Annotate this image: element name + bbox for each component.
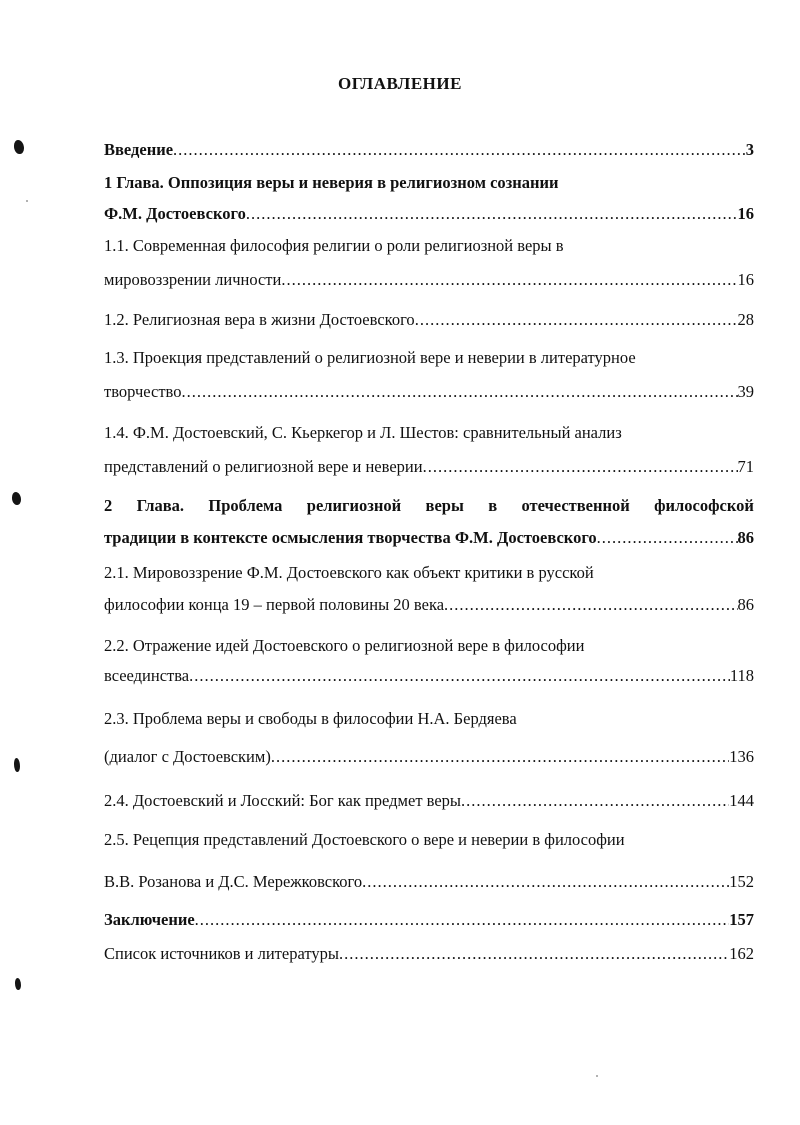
page-number: 16 — [737, 270, 754, 289]
page-number: 71 — [737, 457, 754, 476]
leader-dots — [195, 908, 730, 932]
page-number: 136 — [729, 747, 754, 766]
toc-section-2-1 — [104, 593, 754, 617]
page-number: 28 — [737, 310, 754, 329]
toc-section-2-5-title: 2.5. Рецепция представлений Достоевского о вере и неверии в философии — [104, 830, 625, 849]
toc-title: ОГЛАВЛЕНИЕ — [338, 74, 462, 93]
toc-chapter-2-title — [104, 494, 754, 518]
page-number: 3 — [745, 140, 754, 159]
entry-text: философии конца 19 – первой половины 20 века — [104, 595, 445, 614]
toc-section-1-4-title: 1.4. Ф.М. Достоевский, С. Кьеркегор и Л. Шестов: сравнительный анализ — [104, 423, 622, 442]
entry-text: Введение — [104, 140, 174, 159]
entry-text: традиции в контексте осмысления творчества Ф.М. Достоевского — [104, 528, 597, 547]
entry-text: (диалог с Достоевским) — [104, 747, 271, 766]
page-number: 118 — [729, 666, 754, 685]
entry-text: Заключение — [104, 910, 195, 929]
scan-artifact-mark — [15, 978, 21, 990]
page-number: 16 — [737, 204, 754, 223]
leader-dots — [181, 380, 737, 404]
leader-dots — [271, 745, 729, 769]
leader-dots — [246, 202, 738, 226]
scan-artifact-mark — [14, 758, 20, 772]
toc-section-1-1 — [104, 268, 754, 292]
entry-text: мировоззрении личности — [104, 270, 282, 289]
page-number: 162 — [729, 944, 754, 963]
toc-section-1-1-title: 1.1. Современная философия религии о роли религиозной веры в — [104, 236, 564, 255]
title-word: Глава. — [136, 496, 185, 515]
page-number: 157 — [729, 910, 754, 929]
title-word: Проблема — [208, 496, 283, 515]
scan-speck — [596, 1075, 598, 1077]
leader-dots — [597, 526, 738, 550]
toc-chapter-1 — [104, 202, 754, 226]
entry-text: представлений о религиозной вере и неверии — [104, 457, 423, 476]
leader-dots — [444, 593, 737, 617]
toc-section-1-3 — [104, 380, 754, 404]
leader-dots — [339, 942, 729, 966]
toc-section-2-3 — [104, 745, 754, 769]
title-word: 2 — [104, 496, 113, 515]
toc-section-2-3-title: 2.3. Проблема веры и свободы в философии Н.А. Бердяева — [104, 709, 517, 728]
toc-section-1-3-title: 1.3. Проекция представлений о религиозной вере и неверии в литературное — [104, 348, 636, 367]
title-word: философской — [654, 496, 754, 515]
scan-artifact-mark — [12, 492, 21, 505]
scan-artifact-mark — [14, 140, 24, 154]
leader-dots — [423, 455, 738, 479]
toc-section-2-2 — [104, 664, 754, 688]
toc-chapter-1-title: 1 Глава. Оппозиция веры и неверия в религиозном сознании — [104, 173, 559, 192]
entry-text: В.В. Розанова и Д.С. Мережковского — [104, 872, 363, 891]
toc-entry-intro — [104, 138, 754, 162]
title-word: в — [488, 496, 498, 515]
toc-section-2-5 — [104, 870, 754, 894]
page-number: 86 — [737, 595, 754, 614]
toc-section-2-1-title: 2.1. Мировоззрение Ф.М. Достоевского как объект критики в русской — [104, 563, 594, 582]
entry-text: творчество — [104, 382, 182, 401]
toc-section-2-4 — [104, 789, 754, 813]
leader-dots — [173, 138, 746, 162]
scan-speck — [26, 200, 28, 202]
entry-text: всеединства — [104, 666, 190, 685]
toc-section-2-2-title: 2.2. Отражение идей Достоевского о религиозной вере в философии — [104, 636, 585, 655]
title-word: веры — [425, 496, 464, 515]
toc-section-1-2 — [104, 308, 754, 332]
leader-dots — [415, 308, 738, 332]
entry-text: Список источников и литературы — [104, 944, 339, 963]
entry-text: Ф.М. Достоевского — [104, 204, 246, 223]
title-word: религиозной — [306, 496, 402, 515]
leader-dots — [461, 789, 729, 813]
toc-entry-conclusion — [104, 908, 754, 932]
entry-text: 2.4. Достоевский и Лосский: Бог как предмет веры — [104, 791, 462, 810]
page-number: 39 — [737, 382, 754, 401]
leader-dots — [189, 664, 730, 688]
leader-dots — [281, 268, 737, 292]
entry-text: 1.2. Религиозная вера в жизни Достоевского — [104, 310, 415, 329]
leader-dots — [362, 870, 729, 894]
toc-entry-sources — [104, 942, 754, 966]
page-number: 86 — [737, 528, 754, 547]
toc-chapter-2 — [104, 526, 754, 550]
page-number: 144 — [729, 791, 754, 810]
page-number: 152 — [729, 872, 754, 891]
title-word: отечественной — [521, 496, 630, 515]
toc-section-1-4 — [104, 455, 754, 479]
